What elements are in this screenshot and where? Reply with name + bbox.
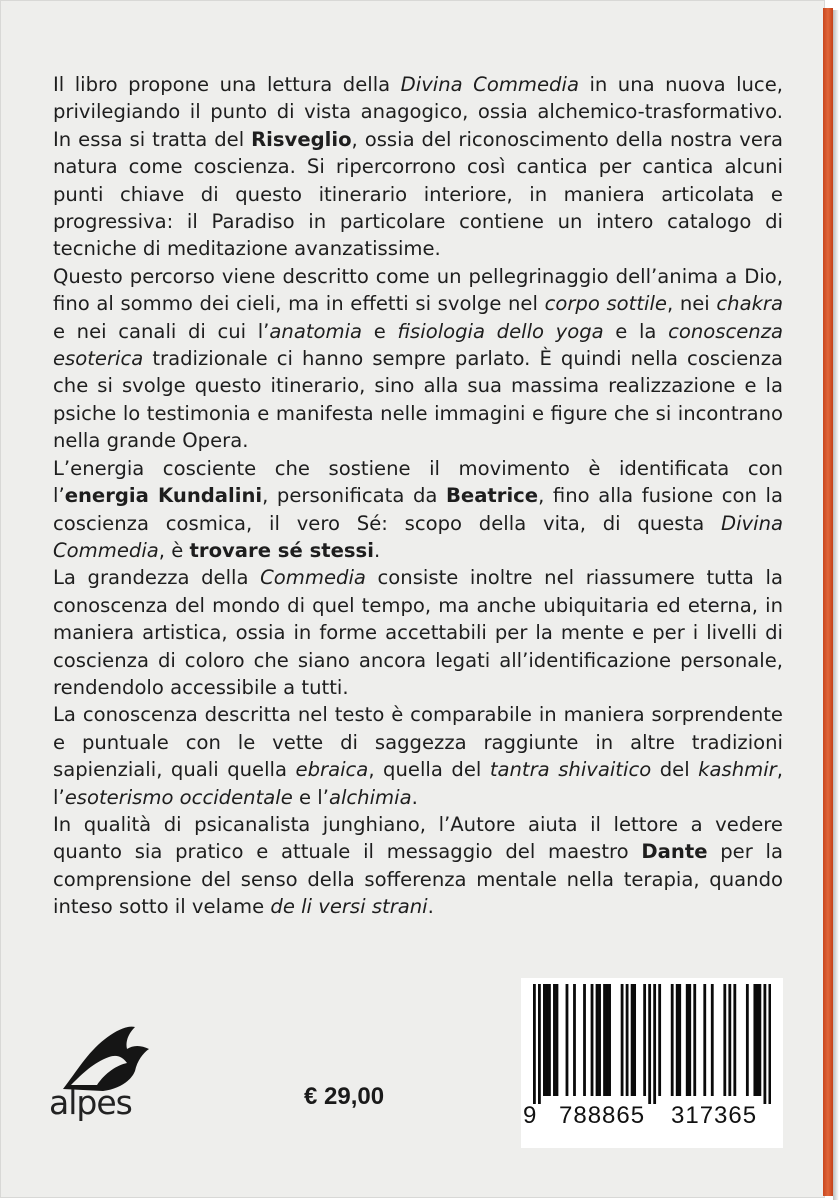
blurb-segment: tantra shivaitico — [489, 758, 652, 782]
blurb-segment: fisiologia dello yoga — [397, 319, 604, 343]
blurb-segment: , è — [158, 538, 190, 562]
blurb-segment: e — [362, 319, 398, 343]
blurb-segment: de li versi strani — [270, 895, 428, 919]
barcode-bar — [583, 984, 586, 1096]
spine-edge — [823, 8, 833, 1196]
barcode-bar — [573, 984, 576, 1096]
blurb-segment: e la — [603, 319, 669, 343]
barcode-bar — [756, 984, 759, 1096]
ean13-barcode-icon — [533, 984, 771, 1104]
blurb-segment: La grandezza della — [53, 566, 261, 590]
barcode-bar — [676, 984, 679, 1096]
blurb-segment: energia Kundalini — [64, 484, 263, 508]
price: € 29,00 — [304, 1083, 385, 1110]
blurb-paragraph-3 — [53, 455, 783, 565]
blurb-segment: per la comprensione del senso della sofferenza mentale nella terapia, quando inteso sotto il velame — [53, 840, 783, 919]
blurb-segment: , quella del — [368, 758, 490, 782]
blurb-segment: kashmir — [698, 758, 777, 782]
blurb-segment: La conoscenza descritta nel testo è comparabile in maniera sorprendente e puntuale con le vette di saggezza raggiunte in altre tradizioni sapienziali, quali quella — [53, 703, 783, 782]
barcode-bar — [711, 984, 714, 1096]
barcode-bar — [608, 984, 611, 1096]
blurb-segment: , ossia del riconoscimento della nostra vera natura come coscienza. Si ripercorrono così cantica per cantica alcuni punti chiave di questo itinerario interiore, in maniera articolata e progressiva: il Paradiso in particolare contiene un intero catalogo di tecniche di meditazione avanzatissime. — [53, 127, 783, 261]
barcode-bar — [556, 984, 559, 1096]
barcode-bar — [746, 984, 749, 1096]
blurb-segment: , fino alla fusione con la coscienza cosmica, il vero Sé: scopo della vita, di questa — [53, 484, 783, 535]
barcode-bar — [553, 984, 556, 1096]
blurb-segment: . — [427, 895, 434, 919]
publisher-logo — [49, 1023, 169, 1123]
barcode-bar — [643, 984, 646, 1096]
barcode-bar — [621, 984, 624, 1096]
cover-shadow — [833, 10, 839, 1200]
blurb-segment: L’energia cosciente che sostiene il movimento è identificata con l’ — [53, 456, 783, 508]
blurb-segment: consiste inoltre nel riassumere tutta la conoscenza del mondo di quel tempo, ma anche ubiquitaria ed eterna, in maniera artistica, ossia in forme accettabili per la mente e per i livelli di coscienza di coloro che siano ancora legati all’identificazione personale, rendendolo accessibile a tutti. — [53, 566, 783, 699]
blurb-segment: Divina Commedia — [400, 73, 579, 96]
blurb-segment: chakra — [716, 292, 783, 316]
blurb-segment: tradizionale ci hanno sempre parlato. È quindi nella coscienza che si svolge questo itinerario, sino alla sua massima realizzazione e la psiche lo testimonia e manifesta nelle immagini e figure che si incontrano nella grande Opera. — [53, 347, 783, 453]
barcode-bar — [543, 984, 546, 1096]
isbn-prefix: 9 — [523, 1102, 538, 1129]
barcode-bar — [768, 984, 771, 1104]
barcode-bar — [596, 984, 599, 1096]
blurb-paragraph-5 — [53, 701, 783, 811]
barcode-bar — [566, 984, 569, 1096]
blurb-segment: conoscenza esoterica — [53, 319, 783, 371]
barcode-bar — [753, 984, 756, 1096]
isbn-left-group: 788865 — [559, 1102, 646, 1129]
barcode-bar — [648, 984, 651, 1104]
blurb-segment: corpo sottile — [544, 292, 667, 316]
barcode-bar — [678, 984, 681, 1096]
barcode-bar — [603, 984, 606, 1096]
blurb-segment: . — [373, 538, 381, 562]
barcode-bar — [688, 984, 691, 1096]
blurb-paragraph-2 — [53, 263, 783, 455]
barcode-bar — [686, 984, 689, 1096]
blurb-paragraph-1 — [53, 71, 783, 263]
blurb-segment: In qualità di psicanalista junghiano, l’Autore aiuta il lettore a vedere quanto sia pratico e attuale il messaggio del maestro — [53, 812, 783, 864]
blurb-segment: Dante — [641, 840, 708, 864]
blurb-segment: Divina Commedia — [53, 511, 783, 562]
blurb-segment: alchimia — [328, 785, 412, 809]
blurb-segment: , nei — [666, 292, 717, 316]
blurb-segment: trovare sé stessi — [189, 538, 374, 562]
barcode-bar — [733, 984, 736, 1096]
barcode-bar — [626, 984, 629, 1096]
blurb-paragraph-6 — [53, 811, 783, 921]
barcode-bar — [631, 984, 634, 1096]
barcode-bar — [671, 984, 674, 1096]
blurb-segment: , l’ — [53, 758, 783, 809]
blurb-segment: Risveglio — [251, 127, 352, 151]
barcode-bar — [723, 984, 726, 1096]
blurb-segment: ebraica — [295, 758, 369, 782]
blurb-segment: esoterismo occidentale — [64, 785, 293, 809]
isbn-right-group: 317365 — [671, 1102, 758, 1129]
barcode-bar — [758, 984, 761, 1096]
blurb-segment: e nei canali di cui l’ — [53, 319, 270, 343]
blurb-segment: . — [411, 785, 418, 809]
blurb-segment: e l’ — [292, 785, 329, 809]
blurb-segment: Il libro propone una lettura della — [53, 73, 401, 96]
barcode-bar — [591, 984, 594, 1096]
barcode-bar — [606, 984, 609, 1096]
barcode-bar — [548, 984, 551, 1096]
barcode-bar — [703, 984, 706, 1096]
blurb-segment: Beatrice — [445, 484, 539, 508]
blurb-paragraph-4 — [53, 564, 783, 701]
blurb-segment: , personificata da — [262, 484, 446, 508]
barcode — [521, 978, 783, 1148]
barcode-bar — [728, 984, 731, 1096]
blurb-segment: anatomia — [269, 319, 363, 343]
barcode-bar — [598, 984, 601, 1096]
barcode-bar — [653, 984, 656, 1104]
barcode-bar — [533, 984, 536, 1104]
blurb-segment: Commedia — [260, 566, 366, 590]
barcode-bar — [546, 984, 549, 1096]
blurb-text — [53, 71, 783, 921]
blurb-segment: del — [651, 758, 699, 782]
barcode-bar — [538, 984, 541, 1104]
blurb-segment: Questo percorso viene descritto come un pellegrinaggio dell’anima a Dio, fino al sommo dei cieli, ma in effetti si svolge nel — [53, 264, 783, 316]
publisher-name: alpes — [49, 1083, 132, 1122]
blurb-segment: in una nuova luce, privilegiando il punto di vista anagogico, ossia alchemico-trasformativo. In essa si tratta del — [53, 73, 783, 151]
barcode-bar — [693, 984, 696, 1096]
barcode-bar — [658, 984, 661, 1096]
barcode-bar — [763, 984, 766, 1104]
barcode-bar — [633, 984, 636, 1096]
